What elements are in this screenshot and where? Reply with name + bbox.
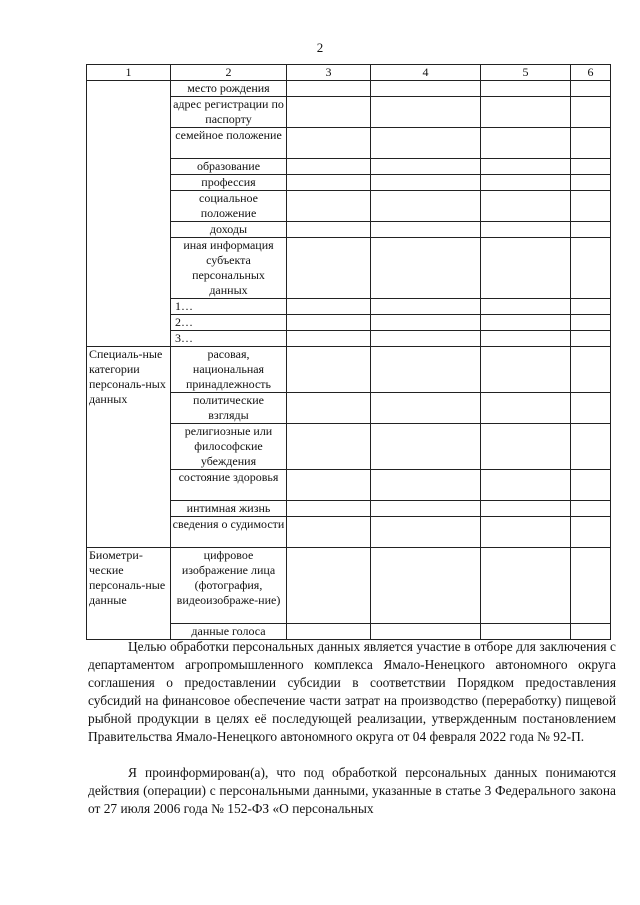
item-face-image: цифровое изображение лица (фотография, видеоизображе-ние) [171, 548, 287, 624]
header-cell: 1 [87, 65, 171, 81]
item-numbered-3: 3… [171, 331, 287, 347]
item-race: расовая, национальная принадлежность [171, 347, 287, 393]
category-special: Специаль-ные категории персональ-ных данных [87, 347, 171, 548]
page-number: 2 [316, 40, 324, 55]
item-income: доходы [171, 222, 287, 238]
item-marital-status: семейное положение [171, 128, 287, 159]
item-birthplace: место рождения [171, 81, 287, 97]
item-profession: профессия [171, 175, 287, 191]
table-header-row [87, 65, 611, 81]
item-voice-data: данные голоса [171, 624, 287, 640]
personal-data-table [86, 64, 611, 640]
table-row [87, 81, 611, 97]
item-political-views: политические взгляды [171, 393, 287, 424]
paragraph-informed: Я проинформирован(а), что под обработкой персональных данных понимаются действия (операции) с персональными данными, указанные в статье 3 Федерального закона от 27 июля 2006 года № 152-ФЗ «О персональных [88, 765, 616, 816]
item-health: состояние здоровья [171, 470, 287, 501]
item-criminal-record: сведения о судимости [171, 517, 287, 548]
paragraph-purpose: Целью обработки персональных данных является участие в отборе для заключения с департаментом агропромышленного комплекса Ямало-Ненецкого автономного округа соглашения о предоставлении субсидии в соответствии Порядком предоставления субсидий на финансовое обеспечение части затрат на производство (переработку) пищевой рыбной продукции в целях её последующей реализации, утвержденным постановлением Правительства Ямало-Ненецкого автономного округа от 04 февраля 2022 года № 92-П. [88, 639, 616, 744]
header-cell: 5 [481, 65, 571, 81]
item-social-status: социальное положение [171, 191, 287, 222]
header-cell: 3 [287, 65, 371, 81]
header-cell: 6 [571, 65, 611, 81]
item-registration-address: адрес регистрации по паспорту [171, 97, 287, 128]
category-biometric: Биометри-ческие персональ-ные данные [87, 548, 171, 640]
item-education: образование [171, 159, 287, 175]
item-numbered-1: 1… [171, 299, 287, 315]
category-cell-general [87, 81, 171, 347]
header-cell: 4 [371, 65, 481, 81]
item-numbered-2: 2… [171, 315, 287, 331]
item-religious-beliefs: религиозные или философские убеждения [171, 424, 287, 470]
item-other-info: иная информация субъекта персональных данных [171, 238, 287, 299]
header-cell: 2 [171, 65, 287, 81]
table-row [87, 548, 611, 624]
item-intimate-life: интимная жизнь [171, 501, 287, 517]
table-row [87, 347, 611, 393]
